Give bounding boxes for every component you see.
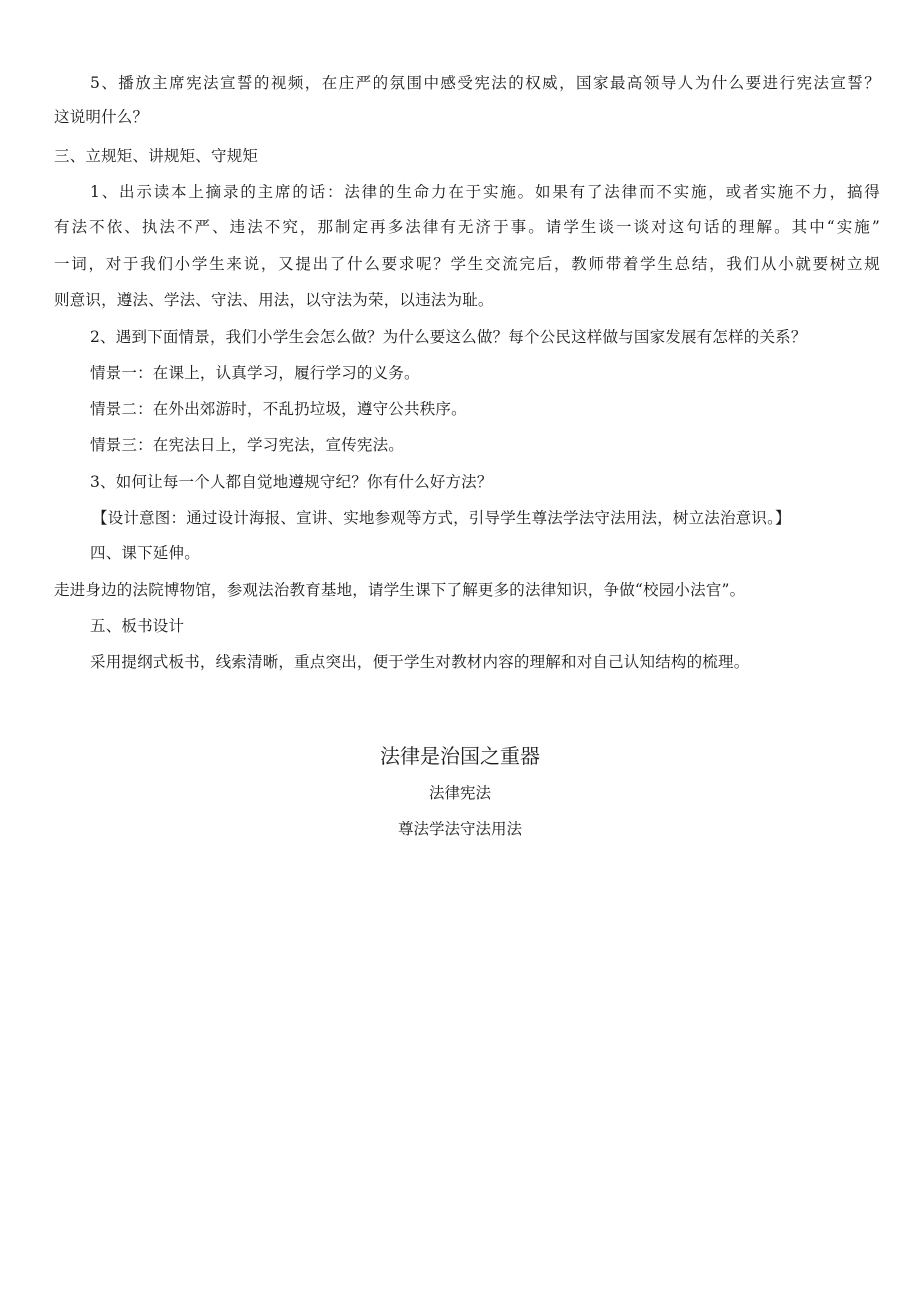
- scene-1: 情景一：在课上，认真学习，履行学习的义务。: [90, 364, 420, 382]
- section-5-heading: 五、板书设计: [90, 617, 185, 635]
- board-line-2: 尊法学法守法用法: [397, 820, 522, 838]
- scene-3: 情景三：在宪法日上，学习宪法，宣传宪法。: [90, 436, 405, 454]
- section-3-item-1-line-2: 有法不依、执法不严、违法不究，那制定再多法律有无济于事。请学生谈一谈对这句话的理解。其中“实施”: [54, 218, 880, 236]
- section-3-item-2: 2、遇到下面情景，我们小学生会怎么做？为什么要这么做？每个公民这样做与国家发展有怎样的关系？: [90, 328, 807, 346]
- board-title: 法律是治国之重器: [380, 744, 540, 768]
- section-4-text: 走进身边的法院博物馆，参观法治教育基地，请学生课下了解更多的法律知识，争做“校园小法官”。: [54, 581, 746, 599]
- section-3-item-1-line-3: 一词，对于我们小学生来说，又提出了什么要求呢？学生交流完后，教师带着学生总结，我们从小就要树立规: [54, 255, 880, 273]
- scene-2: 情景二：在外出郊游时，不乱扔垃圾，遵守公共秩序。: [90, 400, 467, 418]
- section-3-item-3: 3、如何让每一个人都自觉地遵规守纪？你有什么好方法？: [90, 473, 493, 491]
- design-intent: 【设计意图：通过设计海报、宣讲、实地参观等方式，引导学生尊法学法守法用法，树立法治意识。】: [92, 509, 791, 527]
- section-3-item-1-line-4: 则意识，遵法、学法、守法、用法，以守法为荣，以违法为耻。: [54, 291, 494, 309]
- board-line-1: 法律宪法: [428, 784, 491, 802]
- paragraph-5-line-2: 这说明什么？: [54, 108, 149, 126]
- section-4-heading: 四、课下延伸。: [90, 544, 200, 562]
- section-5-text: 采用提纲式板书，线索清晰，重点突出，便于学生对教材内容的理解和对自己认知结构的梳理。: [90, 653, 750, 671]
- paragraph-5-line-1: 5、播放主席宪法宣誓的视频，在庄严的氛围中感受宪法的权威，国家最高领导人为什么要进行宪法宣誓？: [90, 74, 880, 92]
- section-3-heading: 三、立规矩、讲规矩、守规矩: [54, 147, 259, 165]
- section-3-item-1-line-1: 1、出示读本上摘录的主席的话：法律的生命力在于实施。如果有了法律而不实施，或者实施不力，搞得: [90, 183, 880, 201]
